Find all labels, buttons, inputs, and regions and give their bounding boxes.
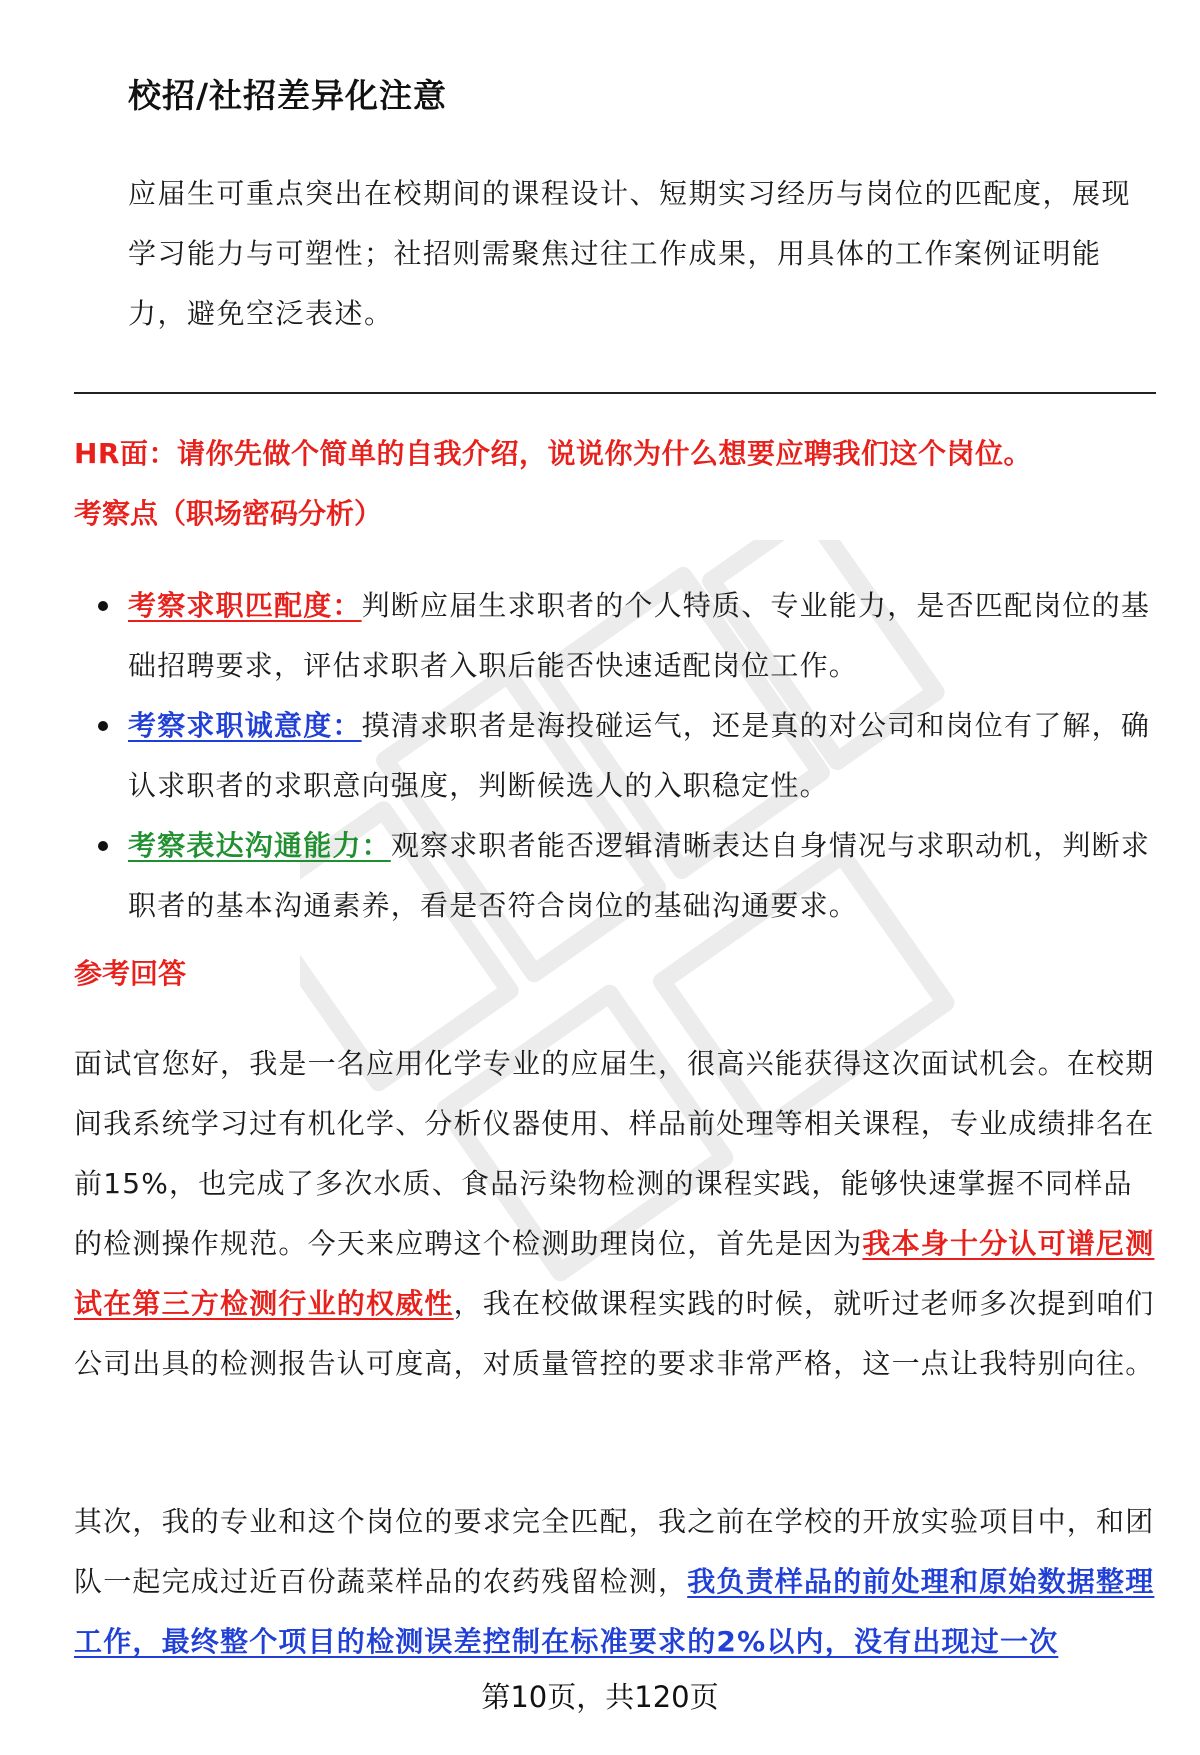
list-item <box>74 576 1156 696</box>
point-keyword: 考察求职匹配度： <box>128 589 362 622</box>
answer-text: 其次，我的专业和这个岗位的要求完全匹配，我之前在学校的开放实验项目中，和团队一起完成过近百份蔬菜样品的农药残留检测， <box>74 1505 1155 1598</box>
point-text: 判断应届生求职者的个人特质、专业能力，是否匹配岗位的基础招聘要求，评估求职者入职后能否快速适配岗位工作。 <box>128 589 1151 682</box>
bullet-icon <box>98 601 108 611</box>
answer-text: 面试官您好，我是一名应用化学专业的应届生，很高兴能获得这次面试机会。在校期间我系统学习过有机化学、分析仪器使用、样品前处理等相关课程，专业成绩排名在前15%，也完成了多次水质、食品污染物检测的课程实践，能够快速掌握不同样品的检测操作规范。今天来应聘这个检测助理岗位，首先是因为 <box>74 1047 1155 1260</box>
answer-text: ，我在校做课程实践的时候，就听过老师多次提到咱们公司出具的检测报告认可度高，对质量管控的要求非常严格，这一点让我特别向往。 <box>74 1287 1155 1380</box>
interview-question: HR面：请你先做个简单的自我介绍，说说你为什么想要应聘我们这个岗位。 <box>74 437 1032 470</box>
horizontal-divider <box>74 392 1156 394</box>
list-item <box>74 696 1156 816</box>
assessment-heading: 考察点（职场密码分析） <box>74 497 383 530</box>
bullet-icon <box>98 841 108 851</box>
answer-highlight: 我本身十分认可谱尼测试在第三方检测行业的权威性 <box>74 1227 1155 1320</box>
answer-highlight: 我负责样品的前处理和原始数据整理工作，最终整个项目的检测误差控制在标准要求的2%以内，没有出现过一次 <box>74 1565 1155 1658</box>
page-number: 第10页，共120页 <box>481 1680 719 1714</box>
answer-paragraph-1 <box>74 1034 1156 1394</box>
reference-answer-heading: 参考回答 <box>74 957 187 990</box>
bullet-icon <box>98 721 108 731</box>
section-title: 校招/社招差异化注意 <box>128 76 448 115</box>
assessment-points-list <box>74 576 1156 936</box>
answer-paragraph-2 <box>74 1492 1156 1672</box>
point-text: 摸清求职者是海投碰运气，还是真的对公司和岗位有了解，确认求职者的求职意向强度，判断候选人的入职稳定性。 <box>128 709 1151 802</box>
section-intro-paragraph: 应届生可重点突出在校期间的课程设计、短期实习经历与岗位的匹配度，展现学习能力与可塑性；社招则需聚焦过往工作成果，用具体的工作案例证明能力，避免空泛表述。 <box>128 177 1132 330</box>
point-text: 观察求职者能否逻辑清晰表达自身情况与求职动机，判断求职者的基本沟通素养，看是否符合岗位的基础沟通要求。 <box>128 829 1151 922</box>
point-keyword: 考察表达沟通能力： <box>128 829 391 862</box>
list-item <box>74 816 1156 936</box>
point-keyword: 考察求职诚意度： <box>128 709 362 742</box>
